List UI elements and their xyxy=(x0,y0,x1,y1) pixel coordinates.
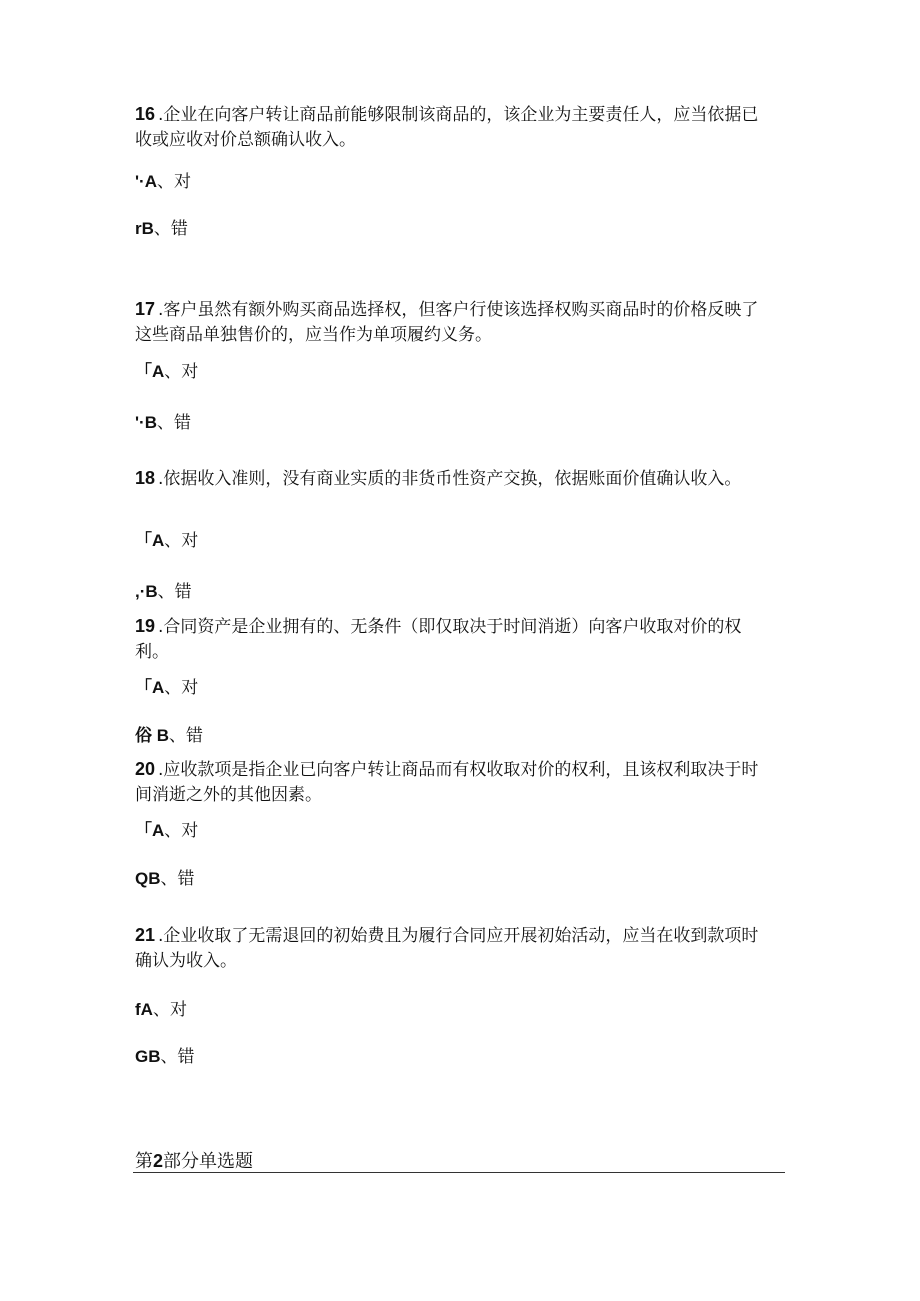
option-text: 、对 xyxy=(152,1000,187,1020)
question-text: .企业收取了无需退回的初始费且为履行合同应开展初始活动，应当在收到款项时确认为收入。 xyxy=(135,926,759,971)
question-text: .合同资产是企业拥有的、无条件（即仅取决于时间消逝）向客户收取对价的权利。 xyxy=(135,617,742,662)
option-marker: 「 xyxy=(135,821,152,840)
section-title: 部分单选题 xyxy=(163,1151,254,1172)
option-text: 、错 xyxy=(169,726,204,746)
option-marker: '· xyxy=(135,172,145,191)
option-marker: Q xyxy=(135,869,149,888)
question-text: .依据收入准则，没有商业实质的非货币性资产交换，依据账面价值确认收入。 xyxy=(158,469,742,489)
option-letter: B xyxy=(156,726,170,745)
option-text: 、对 xyxy=(164,531,199,551)
question-18 xyxy=(135,466,775,492)
option-text: 、错 xyxy=(160,869,195,889)
option-text: 、错 xyxy=(157,582,192,602)
option-b[interactable] xyxy=(135,581,192,603)
option-letter: A xyxy=(140,1000,153,1019)
option-text: 、错 xyxy=(153,219,188,239)
option-marker: r xyxy=(135,219,142,238)
option-marker: ,· xyxy=(135,582,146,601)
option-b[interactable] xyxy=(135,1046,195,1068)
option-text: 、错 xyxy=(157,413,191,433)
question-number: 20 xyxy=(135,759,156,779)
option-marker: 「 xyxy=(135,678,152,697)
question-number: 16 xyxy=(135,104,156,124)
section-number: 2 xyxy=(153,1151,164,1171)
question-16 xyxy=(135,102,775,153)
option-text: 、对 xyxy=(164,821,199,841)
question-19 xyxy=(135,614,775,665)
option-letter: A xyxy=(152,531,165,550)
question-17 xyxy=(135,297,775,348)
option-marker: G xyxy=(135,1047,149,1066)
option-letter: A xyxy=(152,821,165,840)
question-text: .应收款项是指企业已向客户转让商品而有权收取对价的权利，且该权利取决于时间消逝之外的其他因素。 xyxy=(135,760,759,805)
option-letter: B xyxy=(144,413,157,432)
option-letter: A xyxy=(152,362,165,381)
question-number: 21 xyxy=(135,925,156,945)
option-letter: B xyxy=(145,582,158,601)
option-letter: A xyxy=(144,172,157,191)
option-marker: 「 xyxy=(135,531,152,550)
option-a[interactable] xyxy=(135,530,198,552)
option-a[interactable] xyxy=(135,171,191,193)
option-b[interactable] xyxy=(135,868,195,890)
option-a[interactable] xyxy=(135,361,198,383)
option-b[interactable] xyxy=(135,218,188,240)
option-a[interactable] xyxy=(135,677,198,699)
question-number: 18 xyxy=(135,468,156,488)
section-divider xyxy=(133,1172,785,1173)
option-b[interactable] xyxy=(135,725,203,747)
option-marker: '· xyxy=(135,413,145,432)
question-text: .企业在向客户转让商品前能够限制该商品的，该企业为主要责任人，应当依据已收或应收对价总额确认收入。 xyxy=(135,105,759,150)
option-letter: B xyxy=(148,1047,161,1066)
question-21 xyxy=(135,923,775,974)
option-marker: f xyxy=(135,1000,141,1019)
section-prefix: 第 xyxy=(135,1151,153,1172)
question-text: .客户虽然有额外购买商品选择权，但客户行使该选择权购买商品时的价格反映了这些商品单独售价的，应当作为单项履约义务。 xyxy=(135,300,759,345)
question-number: 19 xyxy=(135,616,156,636)
option-b[interactable] xyxy=(135,412,191,434)
option-marker: 「 xyxy=(135,362,152,381)
section-heading xyxy=(135,1148,253,1175)
option-text: 、错 xyxy=(160,1047,195,1067)
question-20 xyxy=(135,757,775,808)
question-number: 17 xyxy=(135,299,156,319)
option-text: 、对 xyxy=(157,172,191,192)
option-letter: B xyxy=(148,869,161,888)
option-marker: 俗 xyxy=(135,726,157,745)
option-text: 、对 xyxy=(164,362,199,382)
option-letter: B xyxy=(141,219,154,238)
option-letter: A xyxy=(152,678,165,697)
option-a[interactable] xyxy=(135,999,187,1021)
option-text: 、对 xyxy=(164,678,199,698)
option-a[interactable] xyxy=(135,820,198,842)
